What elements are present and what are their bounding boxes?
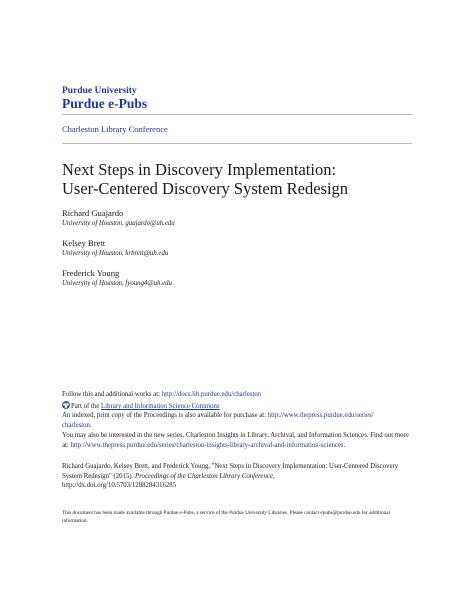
author-block [62,238,168,259]
follow-line [62,390,412,400]
institution-name[interactable]: Purdue University [62,86,137,96]
citation-doi[interactable]: http://dx.doi.org/10.5703/1288284316285 [62,482,177,489]
author-affiliation: University of Houston, krbrett@uh.edu [62,250,169,257]
series-link[interactable]: Charleston Library Conference [62,124,168,134]
commons-link[interactable]: Library and Information Science Commons [101,403,220,410]
paper-title-line-2: User-Centered Discovery System Redesign [62,179,349,198]
indexed-prefix: An indexed, print copy of the Proceedings is also available for purchase at: [62,412,268,419]
indexed-suffix: . [89,421,92,429]
author-affiliation: University of Houston, guajardo@uh.edu [62,220,175,227]
repository-name[interactable]: Purdue e-Pubs [62,96,148,111]
divider-bottom [62,143,412,144]
cover-page [62,0,412,613]
commons-network-icon [62,401,70,409]
also-interested-suffix: . [343,441,346,449]
press-series-link[interactable]: http://www.thepress.purdue.edu/series/ [267,412,374,419]
partof-prefix: Part of the [71,403,102,410]
author-name: Frederick Young [62,268,120,278]
paper-title [62,160,412,198]
author-affiliation: University of Houston, fyoung4@uh.edu [62,280,172,287]
author-name: Kelsey Brett [62,238,106,248]
author-name: Richard Guajardo [62,208,124,218]
also-interested-prefix: You may also be interested in the new series, Charleston Insights in Library, Archival, and Information Sciences. Find out more at: [62,432,409,449]
citation-proceedings: Proceedings of the Charleston Library Conference. [135,472,275,480]
disclaimer: This document has been made available through Purdue e-Pubs, a service of the Purdue University Libraries. Please contact epubs@purdue.edu for additional information. [62,510,390,524]
recommended-citation [62,462,412,491]
partof-line [62,401,412,412]
author-block [62,208,175,229]
author-block [62,268,172,289]
indexed-line [62,411,412,430]
also-interested-line [62,431,412,450]
press-series-link-cont[interactable]: charleston [62,421,90,429]
follow-prefix: Follow this and additional works at: [62,391,162,398]
insights-series-link[interactable]: http://www.thepress.purdue.edu/series/charleston-insights-library-archival-and-information-sciences [70,441,344,449]
divider-top [62,114,412,115]
citation-text: Richard Guajardo, Kelsey Brett, and Frederick Young, "Next Steps in Discovery Implementation: User-Centered Discovery System Redesign" (2015). [62,463,399,480]
paper-title-line-1: Next Steps in Discovery Implementation: [62,160,337,179]
follow-link[interactable]: http://docs.lib.purdue.edu/charleston [161,391,262,398]
